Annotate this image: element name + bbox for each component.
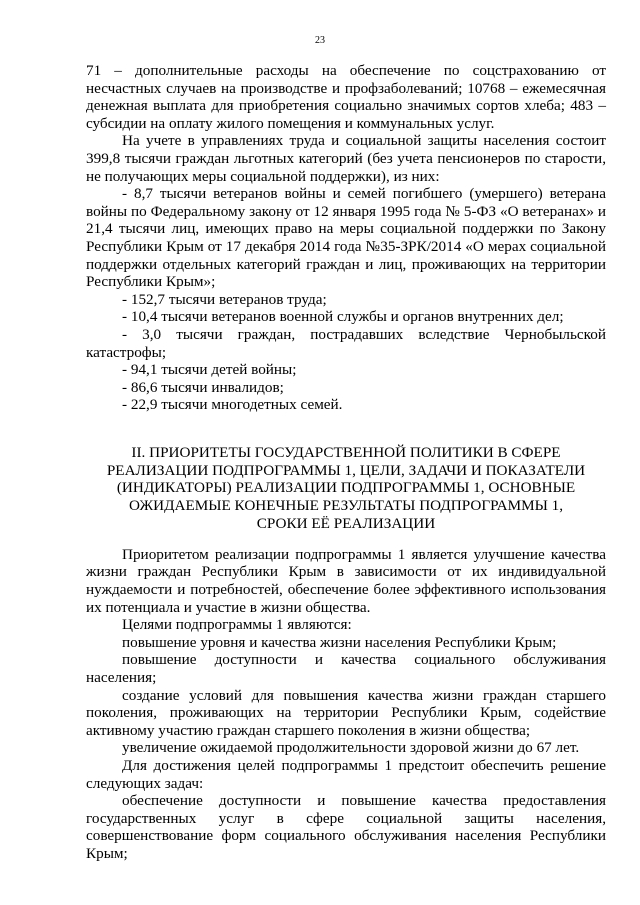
paragraph-task: обеспечение доступности и повышение качества предоставления государственных услуг в сфере социальной защиты населения, совершенствование форм социального обслуживания населения Республики Крым; xyxy=(86,792,606,862)
paragraph-goal: повышение уровня и качества жизни населения Республики Крым; xyxy=(122,633,557,651)
paragraph-goal: создание условий для повышения качества жизни граждан старшего поколения, проживающих на территории Республики Крым, содействие активному участию граждан старшего поколения в жизни общества; xyxy=(86,686,606,739)
heading-line: РЕАЛИЗАЦИИ ПОДПРОГРАММЫ 1, ЦЕЛИ, ЗАДАЧИ И ПОКАЗАТЕЛИ xyxy=(106,461,586,479)
section-heading xyxy=(86,444,606,533)
heading-line: ОЖИДАЕМЫЕ КОНЕЧНЫЕ РЕЗУЛЬТАТЫ ПОДПРОГРАММЫ 1, xyxy=(128,497,564,515)
paragraph-expenses: 71 – дополнительные расходы на обеспечение по соцстрахованию от несчастных случаев на производстве и профзаболеваний; 10768 – ежемесячная денежная выплата для приобретения социально значимых сортов хлеба; 483 – субсидии на оплату жилого помещения и коммунальных услуг. xyxy=(86,62,606,132)
paragraph-goals-intro: Целями подпрограммы 1 являются: xyxy=(122,616,352,634)
paragraph-priority: Приоритетом реализации подпрограммы 1 является улучшение качества жизни граждан Республики Крым в зависимости от их индивидуальной нуждаемости и потребностей, обеспечение более эффективного использования их потенциала и участие в жизни общества. xyxy=(86,545,606,616)
section-priorities xyxy=(86,546,606,863)
paragraph-goal: повышение доступности и качества социального обслуживания населения; xyxy=(86,651,606,687)
list-item-chernobyl: - 3,0 тысячи граждан, пострадавших вследствие Чернобыльской катастрофы; xyxy=(86,325,606,361)
paragraph-beneficiaries: На учете в управлениях труда и социальной защиты населения состоит 399,8 тысячи граждан льготных категорий (без учета пенсионеров по старости, не получающих меры социальной поддержки), из них: xyxy=(86,132,606,185)
paragraph-goal: увеличение ожидаемой продолжительности здоровой жизни до 67 лет. xyxy=(122,739,580,757)
heading-line: СРОКИ ЕЁ РЕАЛИЗАЦИИ xyxy=(256,515,436,533)
section-statistics xyxy=(86,62,606,414)
list-item-disabled: - 86,6 тысячи инвалидов; xyxy=(122,378,284,396)
list-item-large-families: - 22,9 тысячи многодетных семей. xyxy=(122,396,343,414)
heading-line: (ИНДИКАТОРЫ) РЕАЛИЗАЦИИ ПОДПРОГРАММЫ 1, ОСНОВНЫЕ xyxy=(116,479,576,497)
list-item-war-children: - 94,1 тысячи детей войны; xyxy=(122,361,297,379)
page-number: 23 xyxy=(315,35,325,46)
list-item-military-veterans: - 10,4 тысячи ветеранов военной службы и органов внутренних дел; xyxy=(122,308,564,326)
paragraph-tasks-intro: Для достижения целей подпрограммы 1 предстоит обеспечить решение следующих задач: xyxy=(86,756,606,792)
document-body xyxy=(86,62,606,863)
list-item-war-veterans: - 8,7 тысячи ветеранов войны и семей погибшего (умершего) ветерана войны по Федеральному закону от 12 января 1995 года № 5-ФЗ «О ветеранах» и 21,4 тысячи лиц, имеющих право на меры социальной поддержки по Закону Республики Крым от 17 декабря 2014 года №35-ЗРК/2014 «О мерах социальной поддержки отдельных категорий граждан и лиц, проживающих на территории Республики Крым»; xyxy=(86,185,606,291)
heading-line: II. ПРИОРИТЕТЫ ГОСУДАРСТВЕННОЙ ПОЛИТИКИ В СФЕРЕ xyxy=(131,443,561,461)
list-item-labor-veterans: - 152,7 тысячи ветеранов труда; xyxy=(122,290,327,308)
